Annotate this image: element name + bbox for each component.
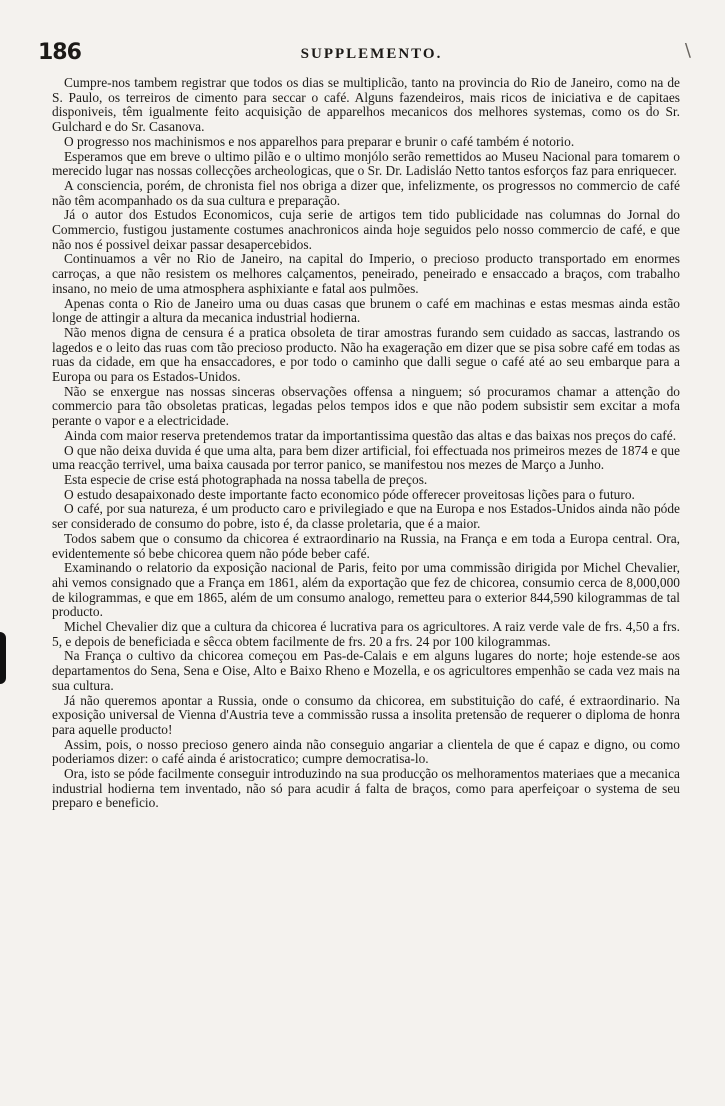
paragraph: O café, por sua natureza, é um producto caro e privilegiado e que na Europa e nos Estados-Unidos ainda não póde ser considerado de consumo do pobre, isto é, da classe proletaria, que é a maior. — [52, 501, 680, 532]
paragraph: O que não deixa duvida é que uma alta, para bem dizer artificial, foi effectuada nos primeiros mezes de 1874 e que uma reacção terrivel, uma baixa causada por terror panico, se manifestou nos mezes de Março a Junho. — [52, 442, 680, 473]
paragraph: Não menos digna de censura é a pratica obsoleta de tirar amostras furando sem cuidado as saccas, lastrando os lagedos e o leito das ruas com tão precioso producto. Não ha exageração em dizer que se pisa sobre café em todas as ruas da cidade, em que ha ensaccadores, e por todo o caminho que dalli segue o café até ao seu embarque para a Europa ou para os Estados-Unidos. — [52, 324, 680, 385]
ink-smudge — [0, 632, 6, 684]
paragraph: O estudo desapaixonado deste importante facto economico póde offerecer proveitosas lições para o futuro. — [64, 486, 635, 502]
paragraph: Já não queremos apontar a Russia, onde o consumo da chicorea, em substituição do café, é extraordinario. Na exposição universal de Vienna d'Austria teve a commissão russa a insolita pretensão de requerer o diploma de honra para aquelle producto! — [52, 692, 680, 737]
paragraph: Assim, pois, o nosso precioso genero ainda não conseguio angariar a clientela de que é capaz e digno, ou como poderiamos dizer: o café ainda é aristocratico; cumpre democratisa-lo. — [52, 736, 680, 767]
paragraph: Apenas conta o Rio de Janeiro uma ou duas casas que brunem o café em machinas e estas mesmas ainda estão longe de attingir a altura da mecanica industrial hodierna. — [52, 295, 680, 326]
running-title: SUPPLEMENTO. — [300, 46, 443, 62]
paragraph: Na França o cultivo da chicorea começou em Pas-de-Calais e em alguns lugares do norte; hoje estende-se aos departamentos do Sena, Sena e Oise, Alto e Baixo Rheno e Mozella, e os agricultores empenhão se cada vez mais na sua cultura. — [52, 648, 680, 693]
paragraph: Michel Chevalier diz que a cultura da chicorea é lucrativa para os agricultores. A raiz verde vale de frs. 4,50 a frs. 5, e depois de beneficiada e sêcca obtem facilmente de frs. 20 a frs. 24 por 100 kilogrammas. — [52, 619, 680, 649]
paragraph: Esperamos que em breve o ultimo pilão e o ultimo monjólo serão remettidos ao Museu Nacional para tomarem o merecido lugar nas nossas collecções archeologicas, que o Sr. Dr. Ladisláo Netto tantos esforços faz para enriquecer. — [52, 148, 680, 179]
paragraph: Todos sabem que o consumo da chicorea é extraordinario na Russia, na França e em toda a Europa central. Ora, evidentemente só bebe chicorea quem não póde beber café. — [52, 530, 680, 561]
paragraph: Continuamos a vêr no Rio de Janeiro, na capital do Imperio, o precioso producto transportado em enormes carroças, a que não resistem os melhores calçamentos, peneirado, peneirado e ensaccado a braços, com trabalho insano, no meio de uma atmosphera asphixiante e fatal aos pulmões. — [52, 251, 680, 296]
paragraph: Ora, isto se póde facilmente conseguir introduzindo na sua producção os melhoramentos materiaes que a mecanica industrial hodierna tem inventado, não só para acudir á falta de braços, como para aperfeiçoar o systema de seu preparo e beneficio. — [52, 766, 680, 811]
page-number: 186 — [38, 40, 81, 65]
paragraph: Não se enxergue nas nossas sinceras observações offensa a ninguem; só procuramos chamar a attenção do commercio para tão obsoletas praticas, legadas pelos tempos idos e que não podem subsistir sem excitar a mofa perante o vapor e a electricidade. — [52, 383, 680, 429]
paragraph: Cumpre-nos tambem registrar que todos os dias se multiplicão, tanto na provincia do Rio de Janeiro, como na de S. Paulo, os terreiros de cimento para seccar o café. Alguns fazendeiros, mais ricos de iniciativa e de capitaes disponiveis, têm igualmente feito acquisição de apparelhos mecanicos dos melhores systemas, como os do Sr. Gulchard e do Sr. Casanova. — [52, 75, 680, 135]
paragraph: O progresso nos machinismos e nos apparelhos para preparar e brunir o café também é notorio. — [64, 133, 575, 149]
paragraph: Esta especie de crise está photographada na nossa tabella de preços. — [64, 471, 428, 487]
paragraph: Examinando o relatorio da exposição nacional de Paris, feito por uma commissão dirigida por Michel Chevalier, ahi vemos consignado que a França em 1861, além da exportação que fez de chicorea, consumio cerca de 8,000,000 de kilogrammas, e que em 1865, além de um consumo analogo, remetteu para o exterior 844,590 kilogrammas de tal producto. — [52, 560, 680, 620]
paragraph: A consciencia, porém, de chronista fiel nos obriga a dizer que, infelizmente, os progressos no commercio de café não têm acompanhado os da sua cultura e preparação. — [52, 177, 680, 208]
corner-mark: \ — [684, 40, 691, 61]
page-header — [38, 40, 705, 70]
paragraph: Ainda com maior reserva pretendemos tratar da importantissima questão das altas e das baixas nos preços do café. — [64, 427, 677, 443]
paragraph: Já o autor dos Estudos Economicos, cuja serie de artigos tem tido publicidade nas columnas do Jornal do Commercio, fustigou justamente costumes anachronicos ainda hoje seguidos pelo nosso commercio de café, e que não nos é possivel deixar passar desapercebidos. — [52, 207, 680, 252]
body-text — [52, 76, 680, 811]
